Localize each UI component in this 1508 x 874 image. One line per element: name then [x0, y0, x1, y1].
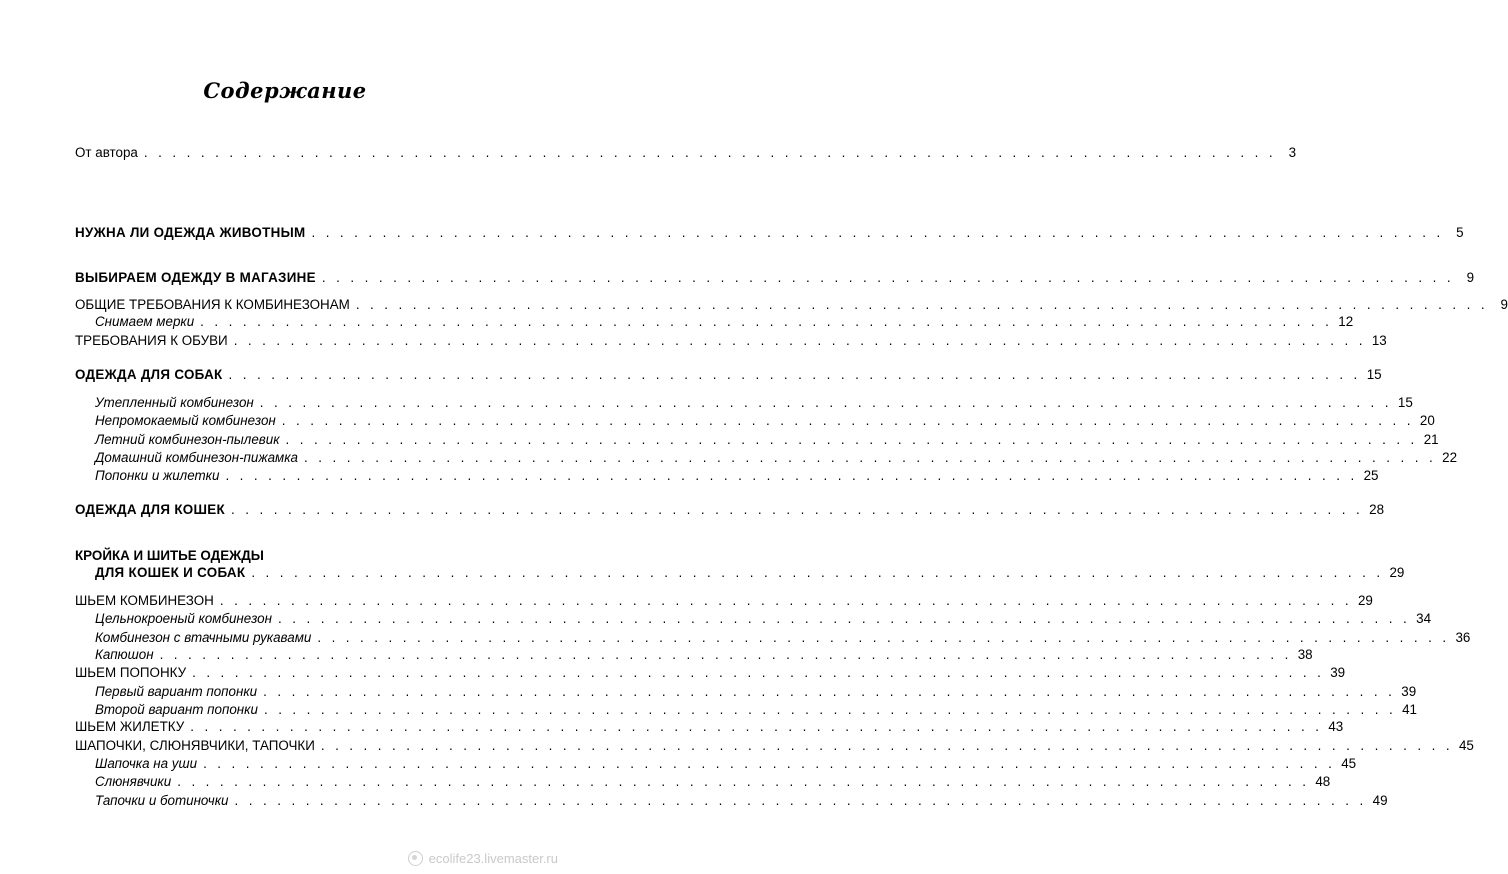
dot-leader: . . . . . . . . . . . . . . . . . . . . . . . . . . . . . . . . . . . . . . . . . . . . . . . . . . . . . . . . . . . . . . . . . . . . . . . . . . . . . . . . [285, 432, 1418, 447]
toc-entry[interactable] [95, 684, 1417, 700]
toc-entry-label: Первый вариант попонки [95, 684, 258, 699]
toc-entry[interactable] [75, 145, 1297, 161]
dot-leader: . . . . . . . . . . . . . . . . . . . . . . . . . . . . . . . . . . . . . . . . . . . . . . . . . . . . . . . . . . . . . . . . . . . . . . . . . . . . . . . . [355, 297, 1488, 312]
toc-entry-label: Комбинезон с втачными рукавами [95, 630, 312, 645]
toc-entry[interactable] [95, 450, 1458, 466]
dot-leader: . . . . . . . . . . . . . . . . . . . . . . . . . . . . . . . . . . . . . . . . . . . . . . . . . . . . . . . . . . . . . . . . . . . . . . . . . . . . . . . . [200, 314, 1333, 329]
toc-entry-page-number: 34 [1416, 611, 1432, 626]
toc-entry-label: От автора [75, 145, 138, 160]
toc-entry-label: ОДЕЖДА ДЛЯ СОБАК [75, 367, 223, 382]
toc-entry-page-number: 21 [1423, 432, 1439, 447]
toc-entry[interactable] [75, 270, 1475, 286]
dot-leader: . . . . . . . . . . . . . . . . . . . . . . . . . . . . . . . . . . . . . . . . . . . . . . . . . . . . . . . . . . . . . . . . . . . . . . . . . . . . . . . . [159, 647, 1292, 662]
toc-entry-label: Домашний комбинезон-пижамка [95, 450, 298, 465]
toc-entry-page-number: 20 [1419, 413, 1435, 428]
dot-leader: . . . . . . . . . . . . . . . . . . . . . . . . . . . . . . . . . . . . . . . . . . . . . . . . . . . . . . . . . . . . . . . . . . . . . . . . . . . . . . . . [230, 502, 1364, 517]
toc-entry[interactable] [95, 314, 1354, 330]
dot-leader: . . . . . . . . . . . . . . . . . . . . . . . . . . . . . . . . . . . . . . . . . . . . . . . . . . . . . . . . . . . . . . . . . . . . . . . . . . . . . . . . [281, 413, 1414, 428]
toc-entry[interactable] [95, 565, 1405, 581]
toc-entry-label: Непромокаемый комбинезон [95, 413, 276, 428]
toc-entry-page-number: 48 [1315, 774, 1331, 789]
toc-entry-page-number: 12 [1338, 314, 1354, 329]
dot-leader: . . . . . . . . . . . . . . . . . . . . . . . . . . . . . . . . . . . . . . . . . . . . . . . . . . . . . . . . . . . . . . . . . . . . . . . . . . . . . . . . [251, 565, 1384, 580]
toc-entry-label: ШЬЕМ ЖИЛЕТКУ [75, 719, 185, 734]
toc-entry[interactable] [95, 611, 1432, 627]
toc-entry-label: КРОЙКА И ШИТЬЕ ОДЕЖДЫ [75, 548, 264, 563]
dot-leader: . . . . . . . . . . . . . . . . . . . . . . . . . . . . . . . . . . . . . . . . . . . . . . . . . . . . . . . . . . . . . . . . . . . . . . . . . . . . . . . . [259, 395, 1392, 410]
dot-leader: . . . . . . . . . . . . . . . . . . . . . . . . . . . . . . . . . . . . . . . . . . . . . . . . . . . . . . . . . . . . . . . . . . . . . . . . . . . . . . . . [263, 702, 1397, 717]
toc-entry-page-number: 49 [1372, 793, 1388, 808]
toc-entry-label: Капюшон [95, 647, 154, 662]
toc-entry-page-number: 36 [1455, 630, 1471, 645]
dot-leader: . . . . . . . . . . . . . . . . . . . . . . . . . . . . . . . . . . . . . . . . . . . . . . . . . . . . . . . . . . . . . . . . . . . . . . . . . . . . . . . . [233, 333, 1366, 348]
watermark [408, 851, 558, 866]
toc-entry-page-number: 45 [1341, 756, 1357, 771]
toc-entry-label: ШЬЕМ КОМБИНЕЗОН [75, 593, 214, 608]
toc-entry[interactable] [95, 774, 1331, 790]
dot-leader: . . . . . . . . . . . . . . . . . . . . . . . . . . . . . . . . . . . . . . . . . . . . . . . . . . . . . . . . . . . . . . . . . . . . . . . . . . . . . . . . [303, 450, 1437, 465]
toc-entry-label: Попонки и жилетки [95, 468, 220, 483]
dot-leader: . . . . . . . . . . . . . . . . . . . . . . . . . . . . . . . . . . . . . . . . . . . . . . . . . . . . . . . . . . . . . . . . . . . . . . . . . . . . . . . . [225, 468, 1358, 483]
toc-entry[interactable] [75, 297, 1508, 313]
watermark-text: ecolife23.livemaster.ru [428, 851, 558, 866]
toc-entry-page-number: 29 [1389, 565, 1405, 580]
toc-entry-page-number: 29 [1357, 593, 1373, 608]
page-title: Содержание [203, 78, 367, 103]
dot-leader: . . . . . . . . . . . . . . . . . . . . . . . . . . . . . . . . . . . . . . . . . . . . . . . . . . . . . . . . . . . . . . . . . . . . . . . . . . . . . . . . [190, 719, 1323, 734]
dot-leader: . . . . . . . . . . . . . . . . . . . . . . . . . . . . . . . . . . . . . . . . . . . . . . . . . . . . . . . . . . . . . . . . . . . . . . . . . . . . . . . . [234, 793, 1367, 808]
toc-entry[interactable] [95, 395, 1413, 411]
toc-entry-label: Цельнокроеный комбинезон [95, 611, 272, 626]
dot-leader: . . . . . . . . . . . . . . . . . . . . . . . . . . . . . . . . . . . . . . . . . . . . . . . . . . . . . . . . . . . . . . . . . . . . . . . . . . . . . . . . [311, 225, 1444, 240]
toc-entry-label: ШЬЕМ ПОПОНКУ [75, 665, 187, 680]
toc-entry-label: ШАПОЧКИ, СЛЮНЯВЧИКИ, ТАПОЧКИ [75, 738, 315, 753]
toc-entry[interactable] [75, 548, 498, 564]
dot-leader: . . . . . . . . . . . . . . . . . . . . . . . . . . . . . . . . . . . . . . . . . . . . . . . . . . . . . . . . . . . . . . . . . . . . . . . . . . . . . . . . [263, 684, 1396, 699]
toc-entry[interactable] [95, 630, 1471, 646]
toc-entry-page-number: 25 [1363, 468, 1379, 483]
toc-entry-page-number: 13 [1371, 333, 1387, 348]
toc-entry[interactable] [75, 333, 1387, 349]
toc-entry[interactable] [75, 719, 1344, 735]
toc-entry-page-number: 9 [1500, 297, 1508, 312]
livemaster-logo-icon [408, 851, 423, 866]
toc-entry[interactable] [95, 413, 1435, 429]
dot-leader: . . . . . . . . . . . . . . . . . . . . . . . . . . . . . . . . . . . . . . . . . . . . . . . . . . . . . . . . . . . . . . . . . . . . . . . . . . . . . . . . [228, 367, 1361, 382]
dot-leader: . . . . . . . . . . . . . . . . . . . . . . . . . . . . . . . . . . . . . . . . . . . . . . . . . . . . . . . . . . . . . . . . . . . . . . . . . . . . . . . . [177, 774, 1310, 789]
toc-entry-label: Тапочки и ботиночки [95, 793, 229, 808]
toc-entry[interactable] [75, 502, 1385, 518]
toc-entry-label: Слюнявчики [95, 774, 172, 789]
toc-entry-page-number: 9 [1466, 270, 1475, 285]
toc-entry-page-number: 43 [1328, 719, 1344, 734]
dot-leader: . . . . . . . . . . . . . . . . . . . . . . . . . . . . . . . . . . . . . . . . . . . . . . . . . . . . . . . . . . . . . . . . . . . . . . . . . . . . . . . . [321, 270, 1455, 285]
toc-entry-label: ТРЕБОВАНИЯ К ОБУВИ [75, 333, 228, 348]
toc-entry-label: Утепленный комбинезон [95, 395, 254, 410]
toc-entry-label: Летний комбинезон-пылевик [95, 432, 280, 447]
dot-leader: . . . . . . . . . . . . . . . . . . . . . . . . . . . . . . . . . . . . . . . . . . . . . . . . . . . . . . . . . . . . . . . . . . . . . . . . . . . . . . . . [320, 738, 1453, 753]
dot-leader: . . . . . . . . . . . . . . . . . . . . . . . . . . . . . . . . . . . . . . . . . . . . . . . . . . . . . . . . . . . . . . . . . . . . . . . . . . . . . . . . [317, 630, 1450, 645]
toc-entry[interactable] [75, 593, 1373, 609]
toc-entry-label: НУЖНА ЛИ ОДЕЖДА ЖИВОТНЫМ [75, 225, 306, 240]
toc-entry-label: ВЫБИРАЕМ ОДЕЖДУ В МАГАЗИНЕ [75, 270, 316, 285]
toc-entry-page-number: 39 [1330, 665, 1346, 680]
toc-entry-page-number: 28 [1369, 502, 1385, 517]
dot-leader: . . . . . . . . . . . . . . . . . . . . . . . . . . . . . . . . . . . . . . . . . . . . . . . . . . . . . . . . . . . . . . . . . . . . . . . . . . . . . . . . [143, 145, 1277, 160]
toc-entry-label: ДЛЯ КОШЕК И СОБАК [95, 565, 246, 580]
toc-entry[interactable] [95, 702, 1417, 718]
toc-entry-page-number: 15 [1366, 367, 1382, 382]
toc-entry[interactable] [95, 432, 1439, 448]
toc-entry-page-number: 15 [1397, 395, 1413, 410]
toc-entry-label: Шапочка на уши [95, 756, 198, 771]
toc-entry[interactable] [75, 367, 1382, 383]
toc-entry-label: Второй вариант попонки [95, 702, 258, 717]
toc-entry[interactable] [75, 225, 1464, 241]
toc-entry-page-number: 41 [1402, 702, 1417, 717]
toc-entry-label: ОБЩИЕ ТРЕБОВАНИЯ К КОМБИНЕЗОНАМ [75, 297, 350, 312]
toc-entry-page-number: 38 [1297, 647, 1313, 662]
toc-entry-page-number: 5 [1456, 225, 1464, 240]
toc-entry-page-number: 3 [1288, 145, 1297, 160]
dot-leader: . . . . . . . . . . . . . . . . . . . . . . . . . . . . . . . . . . . . . . . . . . . . . . . . . . . . . . . . . . . . . . . . . . . . . . . . . . . . . . . . [219, 593, 1352, 608]
dot-leader: . . . . . . . . . . . . . . . . . . . . . . . . . . . . . . . . . . . . . . . . . . . . . . . . . . . . . . . . . . . . . . . . . . . . . . . . . . . . . . . . [277, 611, 1411, 626]
toc-entry[interactable] [95, 793, 1388, 809]
toc-entry-label: ОДЕЖДА ДЛЯ КОШЕК [75, 502, 225, 517]
toc-entry-label: Снимаем мерки [95, 314, 195, 329]
toc-entry[interactable] [95, 468, 1379, 484]
toc-entry-page-number: 39 [1401, 684, 1417, 699]
toc-entry[interactable] [95, 756, 1357, 772]
toc-entry[interactable] [75, 738, 1474, 754]
toc-entry[interactable] [75, 665, 1346, 681]
dot-leader: . . . . . . . . . . . . . . . . . . . . . . . . . . . . . . . . . . . . . . . . . . . . . . . . . . . . . . . . . . . . . . . . . . . . . . . . . . . . . . . . [203, 756, 1336, 771]
dot-leader: . . . . . . . . . . . . . . . . . . . . . . . . . . . . . . . . . . . . . . . . . . . . . . . . . . . . . . . . . . . . . . . . . . . . . . . . . . . . . . . . [192, 665, 1325, 680]
toc-entry-page-number: 45 [1458, 738, 1474, 753]
toc-entry-page-number: 22 [1442, 450, 1458, 465]
toc-entry[interactable] [95, 647, 1313, 663]
